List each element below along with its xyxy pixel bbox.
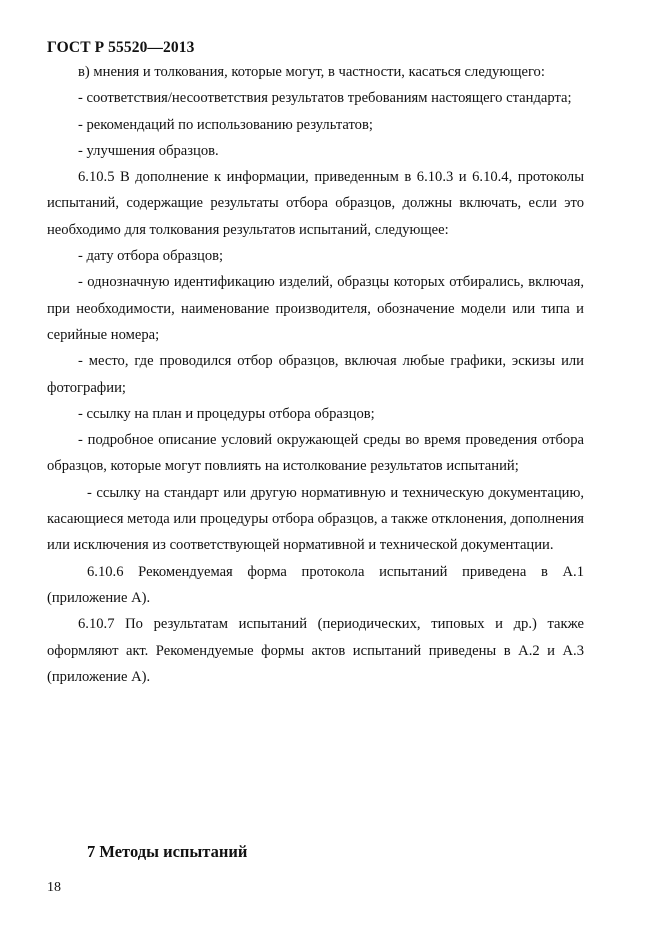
list-item: - дату отбора образцов; <box>78 248 224 265</box>
paragraph: 6.10.5 В дополнение к информации, приведенным в 6.10.3 и 6.10.4, протоколы испытаний, содержащие результаты отбора образцов, должны включать, если это необходимо для толкования результатов испытаний, следующее: <box>47 169 584 238</box>
body-text <box>47 59 584 690</box>
list-item: - место, где проводился отбор образцов, включая любые графики, эскизы или фотографии; <box>47 353 584 396</box>
list-item: - улучшения образцов. <box>78 142 219 159</box>
list-item: - подробное описание условий окружающей среды во время проведения отбора образцов, которые могут повлиять на истолкование результатов испытаний; <box>47 432 584 475</box>
list-item: - рекомендаций по использованию результатов; <box>78 116 373 133</box>
paragraph: 6.10.6 Рекомендуемая форма протокола испытаний приведена в А.1 (приложение А). <box>47 563 584 606</box>
list-item: - однозначную идентификацию изделий, образцы которых отбирались, включая, при необходимости, наименование производителя, обозначение модели или типа и серийные номера; <box>47 274 584 343</box>
list-item: - ссылку на стандарт или другую нормативную и техническую документацию, касающиеся метода или процедуры отбора образцов, а также отклонения, дополнения или исключения из соответствующей нормативной и технической документации. <box>47 484 585 554</box>
list-item: - ссылку на план и процедуры отбора образцов; <box>78 405 375 422</box>
document-header: ГОСТ Р 55520—2013 <box>47 39 195 56</box>
page-number: 18 <box>47 880 61 895</box>
paragraph: в) мнения и толкования, которые могут, в частности, касаться следующего: <box>78 64 545 80</box>
list-item: - соответствия/несоответствия результатов требованиям настоящего стандарта; <box>78 90 572 107</box>
paragraph: 6.10.7 По результатам испытаний (периодических, типовых и др.) также оформляют акт. Рекомендуемые формы актов испытаний приведены в А.2 и А.3 (приложение А). <box>47 616 584 685</box>
section-heading: 7 Методы испытаний <box>87 842 248 861</box>
